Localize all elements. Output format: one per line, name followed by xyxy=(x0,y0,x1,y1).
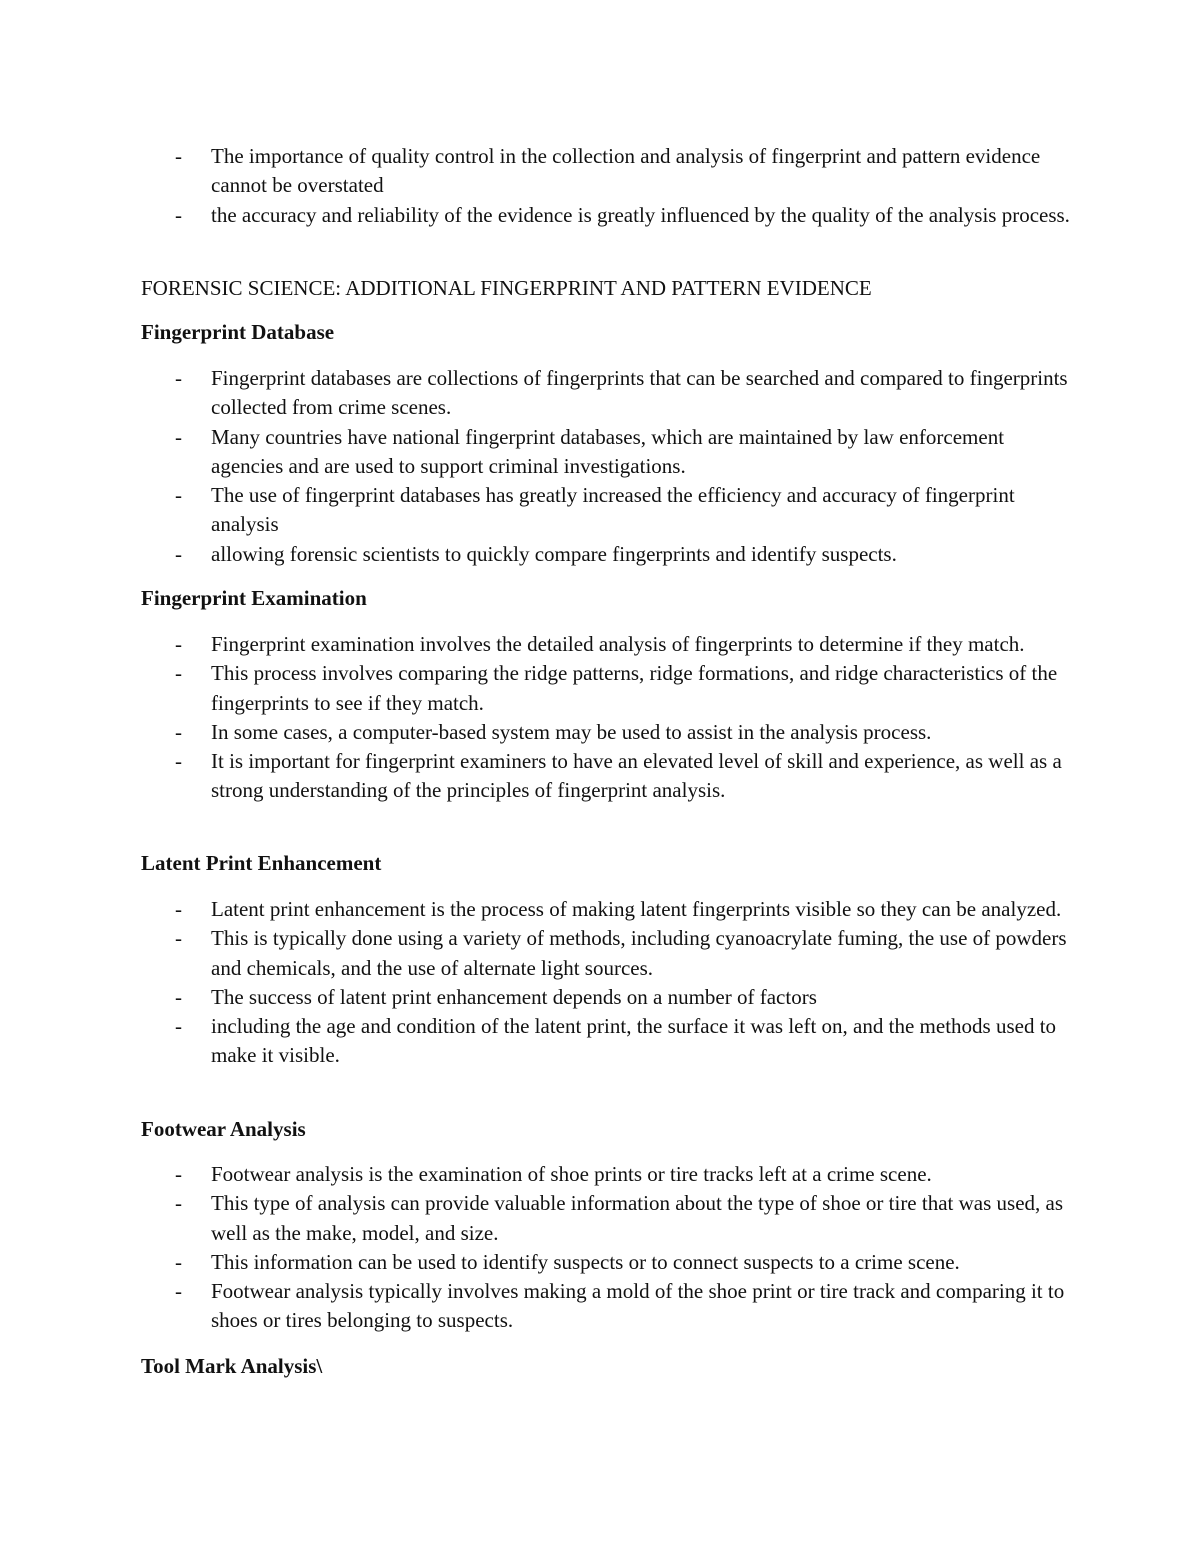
list-item-text: In some cases, a computer-based system may be used to assist in the analysis process. xyxy=(211,719,932,744)
fingerprint-database-list xyxy=(0,364,1200,569)
list-item xyxy=(0,1277,1200,1336)
list-item-text: The success of latent print enhancement depends on a number of factors xyxy=(211,984,817,1009)
intro-list xyxy=(0,142,1200,230)
list-item xyxy=(0,1189,1200,1248)
list-item xyxy=(0,924,1200,983)
document-title xyxy=(141,274,872,303)
list-item xyxy=(0,423,1200,482)
document-title-text: FORENSIC SCIENCE: ADDITIONAL FINGERPRINT AND PATTERN EVIDENCE xyxy=(141,276,872,300)
list-item-text: This information can be used to identify suspects or to connect suspects to a crime scene. xyxy=(211,1249,960,1274)
list-item-text: It is important for fingerprint examiners to have an elevated level of skill and experience, as well as a strong understanding of the principles of fingerprint analysis. xyxy=(211,749,1062,803)
bullet-dash: - xyxy=(175,749,182,774)
list-item-text: The use of fingerprint databases has greatly increased the efficiency and accuracy of fingerprint analysis xyxy=(211,483,1015,537)
bullet-dash: - xyxy=(175,1014,182,1039)
list-item-text: This process involves comparing the ridge patterns, ridge formations, and ridge characteristics of the fingerprints to see if they match. xyxy=(211,661,1058,715)
bullet-dash: - xyxy=(175,424,182,449)
bullet-dash: - xyxy=(175,632,182,656)
section-heading-footwear-analysis: Footwear Analysis xyxy=(141,1117,306,1141)
list-item xyxy=(0,747,1200,806)
bullet-dash: - xyxy=(175,366,182,390)
list-item xyxy=(0,142,1200,201)
list-item xyxy=(0,1160,1200,1189)
bullet-dash: - xyxy=(175,661,182,686)
bullet-dash: - xyxy=(175,144,182,168)
bullet-dash: - xyxy=(175,541,182,566)
bullet-dash: - xyxy=(175,202,182,227)
bullet-dash: - xyxy=(175,1249,182,1274)
list-item xyxy=(0,481,1200,540)
bullet-dash: - xyxy=(175,483,182,508)
list-item xyxy=(0,895,1200,924)
list-item-text: Footwear analysis is the examination of shoe prints or tire tracks left at a crime scene. xyxy=(211,1162,932,1186)
list-item xyxy=(0,1248,1200,1277)
bullet-dash: - xyxy=(175,897,182,921)
list-item-text: This is typically done using a variety of methods, including cyanoacrylate fuming, the use of powders and chemicals, and the use of alternate light sources. xyxy=(211,926,1067,980)
list-item-text: Many countries have national fingerprint databases, which are maintained by law enforcement agencies and are used to support criminal investigations. xyxy=(211,424,1005,478)
list-item xyxy=(0,540,1200,569)
list-item-text: Fingerprint databases are collections of fingerprints that can be searched and compared to fingerprints collected from crime scenes. xyxy=(211,366,1068,420)
list-item-text: The importance of quality control in the collection and analysis of fingerprint and pattern evidence cannot be overstated xyxy=(211,144,1041,198)
bullet-dash: - xyxy=(175,984,182,1009)
section-heading-latent-print-enhancement: Latent Print Enhancement xyxy=(141,851,382,875)
bullet-dash: - xyxy=(175,719,182,744)
list-item-text: Latent print enhancement is the process of making latent fingerprints visible so they can be analyzed. xyxy=(211,897,1062,921)
list-item-text: the accuracy and reliability of the evidence is greatly influenced by the quality of the analysis process. xyxy=(211,202,1070,227)
list-item xyxy=(0,364,1200,423)
list-item xyxy=(0,1012,1200,1071)
list-item xyxy=(0,718,1200,747)
list-item xyxy=(0,659,1200,718)
fingerprint-examination-list xyxy=(0,630,1200,806)
latent-print-enhancement-list xyxy=(0,895,1200,1071)
bullet-dash: - xyxy=(175,1279,182,1304)
list-item-text: allowing forensic scientists to quickly compare fingerprints and identify suspects. xyxy=(211,541,897,566)
footwear-analysis-list xyxy=(0,1160,1200,1336)
list-item-text: including the age and condition of the latent print, the surface it was left on, and the methods used to make it visible. xyxy=(211,1014,1057,1068)
section-heading-fingerprint-examination: Fingerprint Examination xyxy=(141,586,367,610)
list-item xyxy=(0,983,1200,1012)
bullet-dash: - xyxy=(175,926,182,951)
section-heading-tool-mark-analysis: Tool Mark Analysis\ xyxy=(141,1354,323,1378)
list-item-text: Fingerprint examination involves the detailed analysis of fingerprints to determine if they match. xyxy=(211,632,1025,656)
list-item-text: Footwear analysis typically involves making a mold of the shoe print or tire track and comparing it to shoes or tires belonging to suspects. xyxy=(211,1279,1065,1333)
list-item xyxy=(0,201,1200,230)
bullet-dash: - xyxy=(175,1162,182,1186)
section-heading-fingerprint-database: Fingerprint Database xyxy=(141,320,335,344)
list-item-text: This type of analysis can provide valuable information about the type of shoe or tire that was used, as well as the make, model, and size. xyxy=(211,1191,1064,1245)
bullet-dash: - xyxy=(175,1191,182,1216)
list-item xyxy=(0,630,1200,659)
